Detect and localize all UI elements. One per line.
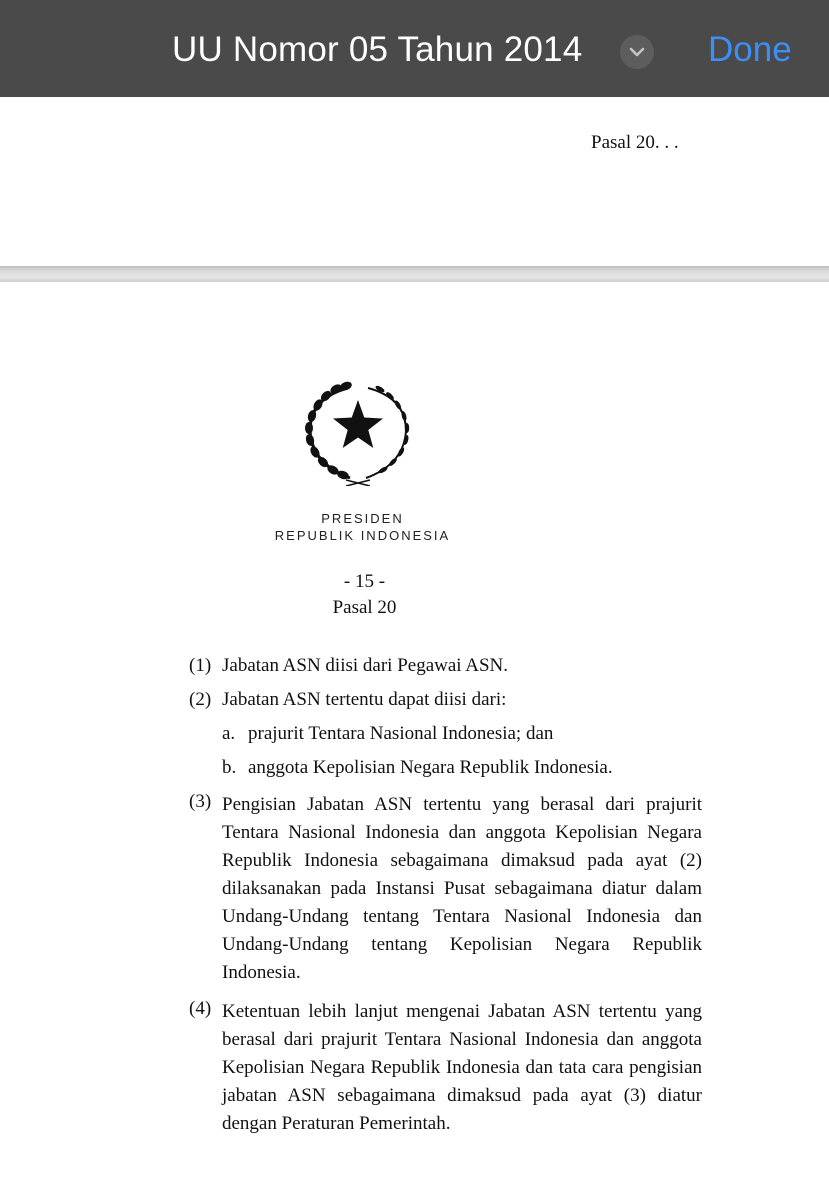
subitem-text: anggota Kepolisian Negara Republik Indonesia. [248,757,613,778]
header-republik-indonesia: REPUBLIK INDONESIA [274,528,451,543]
star-wreath-emblem [300,376,416,486]
done-button[interactable]: Done [708,30,792,69]
pasal-title: Pasal 20 [332,597,397,618]
chevron-down-icon [629,46,645,58]
item-number: (1) [189,655,212,676]
pasal-item [189,791,702,987]
pasal-item [189,655,702,689]
item-text: Pengisian Jabatan ASN tertentu yang berasal dari prajurit Tentara Nasional Indonesia dan anggota Kepolisian Negara Republik Indonesia sebagaimana dimaksud pada ayat (2) dilaksanakan pada Instansi Pusat sebagaimana diatur dalam Undang-Undang tentang Tentara Nasional Indonesia dan Undang-Undang tentang Kepolisian Negara Republik Indonesia. [222,794,702,983]
title-menu-button[interactable] [620,35,654,69]
subitem-letter: a. [222,723,236,744]
document-title: UU Nomor 05 Tahun 2014 [172,30,583,69]
item-number: (4) [189,998,212,1019]
pasal-subitem [189,723,702,757]
subitem-text: prajurit Tentara Nasional Indonesia; dan [248,723,554,744]
title-bar [0,0,829,97]
pasal-content [189,655,702,1138]
item-number: (2) [189,689,212,710]
item-text: Jabatan ASN diisi dari Pegawai ASN. [222,655,509,676]
item-number: (3) [189,791,212,812]
subitem-letter: b. [222,757,237,778]
item-text: Jabatan ASN tertentu dapat diisi dari: [222,689,507,710]
pasal-item [189,998,702,1138]
page-separator [0,266,829,282]
previous-page-footer: Pasal 20. . . [591,132,679,153]
item-text: Ketentuan lebih lanjut mengenai Jabatan ASN tertentu yang berasal dari prajurit Tentara Nasional Indonesia dan anggota Kepolisian Negara Republik Indonesia dan tata cara pengisian jabatan ASN sebagaimana dimaksud pada ayat (3) diatur dengan Peraturan Pemerintah. [222,1001,702,1134]
pasal-subitem [189,757,702,791]
header-presiden: PRESIDEN [321,511,404,526]
pasal-item [189,689,702,723]
page-number: - 15 - [343,571,386,592]
